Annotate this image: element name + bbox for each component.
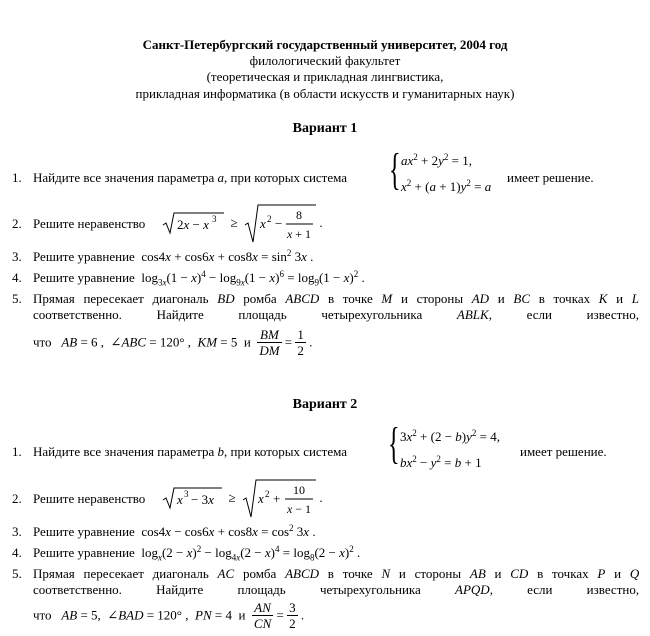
system-eq-2: $bx^2 - y^2 = b + 1$ (400, 454, 482, 470)
svg-text:x: x (258, 491, 264, 506)
system-eq-1: $ax^2 + 2y^2 = 1$, (401, 152, 472, 168)
university-title: Санкт-Петербургский государственный университет, 2004 год (142, 37, 508, 52)
svg-text:x: x (260, 216, 266, 231)
svg-text:3: 3 (184, 489, 189, 499)
svg-text:x − 1: x − 1 (287, 502, 312, 516)
svg-text:10: 10 (293, 483, 306, 497)
v1-p5-line3: что AB = 6 , ∠ABC = 120° , KM = 5 и $\frac{BM}{DM}$ = $\frac{1}{2}$ . (33, 327, 313, 358)
problem-number: 1. (12, 170, 22, 185)
svg-text:2: 2 (265, 489, 270, 499)
header-line-3: (теоретическая и прикладная лингвистика, (206, 69, 444, 84)
svg-text:8: 8 (296, 208, 303, 222)
system-brace: { (389, 145, 401, 194)
variant-1-title: Вариант 1 (292, 121, 358, 136)
v1-p5-line1: Прямая пересекает диагональ BD ромба ABCD в точке M и стороны AD и BC в точках K и L (33, 291, 639, 306)
system-eq-1: $3x^2 + (2 - b)y^2 = 4$, (400, 428, 500, 444)
header-line-4: прикладная информатика (в области искусств и гуманитарных наук) (135, 86, 515, 101)
system-eq-2: $x^2 + (a + 1)y^2 = a$ (401, 178, 492, 194)
v2-p5-line1: Прямая пересекает диагональ AC ромба ABCD в точке N и стороны AB и CD в точках P и Q (33, 566, 640, 581)
v2-p5-line2: соответственно. Найдите площадь четырехугольника APQD, если известно, (33, 582, 640, 597)
svg-text:x: x (177, 492, 183, 507)
inequality-1: 2x − x 3 ≥ x 2 − 8 x + 1 . (162, 203, 323, 243)
faculty-line: филологический факультет (249, 53, 401, 68)
inequality-2: x 3 − 3x ≥ x 2 + 10 x − 1 . (162, 478, 323, 518)
svg-text:2: 2 (267, 214, 272, 224)
svg-text:3: 3 (212, 214, 217, 224)
system-brace: { (388, 419, 400, 468)
variant-2-title: Вариант 2 (292, 397, 358, 412)
svg-text:−: − (275, 216, 283, 231)
svg-text:+: + (273, 491, 281, 506)
svg-text:x + 1: x + 1 (287, 227, 312, 241)
svg-text:− 3x: − 3x (191, 492, 214, 507)
svg-text:2x − x: 2x − x (177, 217, 209, 232)
v2-p5-line3: что AB = 5, ∠BAD = 120° , PN = 4 и $\frac{AN}{CN}$ = $\frac{3}{2}$ . (33, 600, 305, 631)
v1-p5-line2: соответственно. Найдите площадь четырехугольника ABLK, если известно, (33, 307, 640, 322)
